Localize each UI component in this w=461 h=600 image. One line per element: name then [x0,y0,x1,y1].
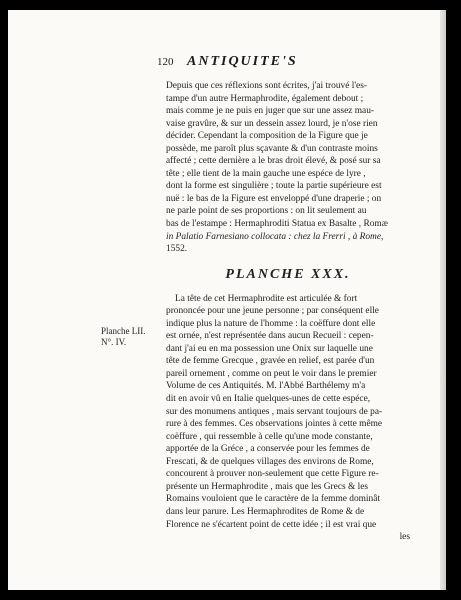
text-line: rure à des femmes. Ces observations jointes à cette même [166,419,383,430]
text-line: dont la forme est singulière ; toute la partie supérieure est [166,181,382,192]
text-line: ne parle point de ses proportions : on lit seulement au [166,206,367,217]
text-line: Volume de ces Antiquités. M. l'Abbé Barthélemy m'a [166,381,366,392]
text-line: dans leur parure. Les Hermaphrodites de Rome & de [166,506,365,517]
text-line: mais comme je ne puis en juger que sur une assez mau- [166,106,375,117]
text-line: 1552. [166,244,188,255]
text-line: Florence ne s'écartent point de cette idée ; il est vrai que [166,519,377,530]
text-line: pareil ornement , comme on peut le voir dans le premier [166,368,377,379]
document-page [8,10,446,590]
margin-note [101,326,145,348]
text-line: possède, me paroît plus sçavante & d'un contraste moins [166,143,378,154]
text-line: La tête de cet Hermaphrodite est articulée & fort [175,293,358,304]
paragraph-1 [166,80,410,256]
text-line: affecté ; cette dernière a le bras droit élevé, & posé sur sa [166,156,381,167]
text-line: coëffure , qui ressemble à celle qu'une mode constante, [166,431,373,442]
text-line: nuë : le bas de la Figure est enveloppé d'une draperie ; on [166,193,382,204]
text-line: Romains vouloient que le caractère de la femme dominât [166,494,380,505]
plate-title: PLANCHE XXX. [225,266,351,282]
text-line: Frescati, & de quelques villages des environs de Rome, [166,456,374,467]
margin-note-plate: Planche LII. [101,326,146,336]
text-line: dit en avoir vû en Italie quelques-unes de cette espéce, [166,394,371,405]
text-line: prononcée pour une jeune personne ; par conséquent elle [166,306,379,317]
text-line: vaise gravûre, & sur un dessein assez lourd, je n'ose rien [166,118,378,129]
margin-note-number: N°. IV. [101,337,127,347]
page-number: 120 [157,56,174,68]
text-line: Depuis que ces réflexions sont écrites, j'ai trouvé l'es- [166,81,367,91]
text-line: décider. Cependant la composition de la Figure que je [166,131,368,142]
text-line: tête de femme Grecque , gravée en relief, est parée d'un [166,356,375,367]
page-edge [440,10,446,590]
text-line: sur des monumens antiques , mais servant toujours de pa- [166,406,383,417]
text-line: indique plus la nature de l'homme : la coëffure dont elle [166,318,376,329]
text-line: présente un Hermaphrodite , mais que les Grecs & les [166,481,369,492]
text-line: dant j'ai eu en ma possession une Onix sur laquelle une [166,343,373,354]
text-line: les [399,532,410,543]
running-title: ANTIQUITE'S [187,54,298,69]
text-line: concourent à prouver non-seulement que cette Figure re- [166,469,379,480]
paragraph-2 [166,293,410,544]
page-header [157,56,417,72]
text-line: tête ; elle tient de la main gauche une espéce de lyre , [166,168,366,179]
text-line: est ornée, n'est représentée dans aucun Recueil : cepen- [166,331,374,342]
body-text [166,80,410,544]
text-line: bas de l'estampe : Hermaphroditi Statua ex Basalte , Romæ [166,219,388,230]
text-line: in Palatio Farnesiano collocata : chez la Frerri , à Rome, [166,231,384,242]
text-line: tampe d'un autre Hermaphrodite, également debout ; [166,93,364,104]
text-line: apportée de la Gréce , a conservée pour les femmes de [166,444,370,455]
